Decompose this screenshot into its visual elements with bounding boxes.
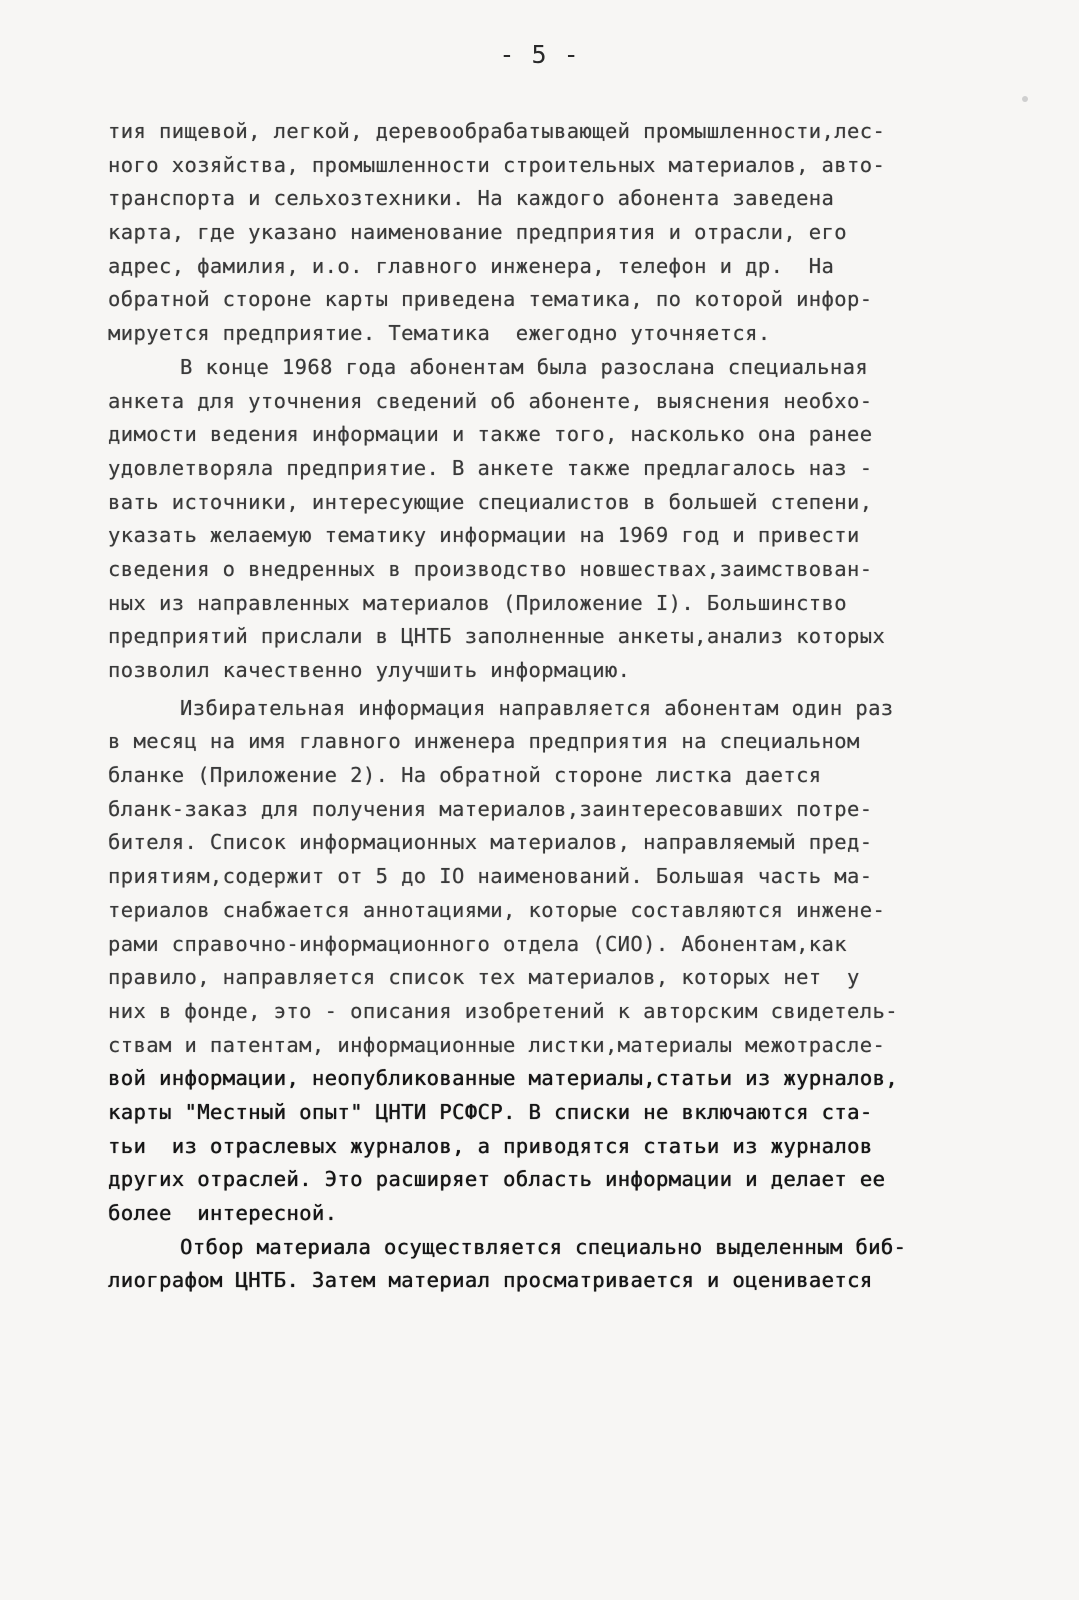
- text-line: лиографом ЦНТБ. Затем материал просматривается и оценивается: [108, 1268, 873, 1293]
- text-line: териалов снабжается аннотациями, которые составляются инжене-: [108, 897, 886, 922]
- text-line: димости ведения информации и также того, насколько она ранее: [108, 422, 873, 447]
- text-line: карты "Местный опыт" ЦНТИ РСФСР. В списки не включаются ста-: [108, 1099, 873, 1124]
- text-line: ствам и патентам, информационные листки,материалы межотрасле-: [108, 1032, 886, 1057]
- text-line: адрес, фамилия, и.о. главного инженера, телефон и др. На: [108, 253, 835, 278]
- page-number: - 5 -: [499, 40, 580, 69]
- text-line: ного хозяйства, промышленности строительных материалов, авто-: [108, 152, 886, 177]
- text-line: приятиям,содержит от 5 до IO наименований. Большая часть ма-: [108, 864, 873, 889]
- text-line: вой информации, неопубликованные материалы,статьи из журналов,: [108, 1066, 899, 1091]
- text-line: сведения о внедренных в производство новшествах,заимствован-: [108, 556, 873, 581]
- text-line: удовлетворяла предприятие. В анкете также предлагалось наз -: [108, 455, 873, 480]
- text-line: анкета для уточнения сведений об абоненте, выяснения необхо-: [108, 388, 873, 413]
- text-line: вать источники, интересующие специалистов в большей степени,: [108, 489, 873, 514]
- text-line: Отбор материала осуществляется специально выделенным биб-: [180, 1234, 907, 1259]
- text-line: транспорта и сельхозтехники. На каждого абонента заведена: [108, 186, 835, 211]
- text-line: них в фонде, это - описания изобретений к авторским свидетель-: [108, 998, 899, 1023]
- text-line: правило, направляется список тех материалов, которых нет у: [108, 965, 860, 990]
- text-line: указать желаемую тематику информации на 1969 год и привести: [108, 523, 860, 548]
- text-line: карта, где указано наименование предприятия и отрасли, его: [108, 220, 848, 245]
- paragraph-4: [108, 1231, 1028, 1298]
- text-line: позволил качественно улучшить информацию.: [108, 658, 631, 682]
- ink-spot: [1022, 96, 1028, 102]
- text-line: Избирательная информация направляется абонентам один раз: [180, 695, 894, 720]
- text-line: тьи из отраслевых журналов, а приводятся статьи из журналов: [108, 1133, 873, 1158]
- text-line: бланке (Приложение 2). На обратной стороне листка дается: [108, 763, 822, 788]
- text-line: тия пищевой, легкой, деревообрабатывающей промышленности,лес-: [108, 119, 886, 143]
- text-line: предприятий прислали в ЦНТБ заполненные анкеты,анализ которых: [108, 624, 886, 649]
- body-text: [108, 115, 1028, 1298]
- text-line: рами справочно-информационного отдела (СИО). Абонентам,как: [108, 931, 848, 956]
- text-line: бланк-заказ для получения материалов,заинтересовавших потре-: [108, 796, 873, 821]
- text-line: ных из направленных материалов (Приложение I). Большинство: [108, 590, 848, 615]
- text-line: бителя. Список информационных материалов, направляемый пред-: [108, 830, 873, 855]
- paragraph-2: [108, 351, 1028, 688]
- text-line: других отраслей. Это расширяет область информации и делает ее: [108, 1167, 886, 1192]
- paragraph-3: [108, 692, 1028, 1231]
- text-line: в месяц на имя главного инженера предприятия на специальном: [108, 729, 860, 754]
- text-line: В конце 1968 года абонентам была разослана специальная: [180, 354, 869, 379]
- text-line: обратной стороне карты приведена тематика, по которой инфор-: [108, 287, 873, 312]
- text-line: более интересной.: [108, 1201, 338, 1225]
- text-line: мируется предприятие. Тематика ежегодно уточняется.: [108, 321, 771, 346]
- paragraph-1: [108, 115, 1028, 351]
